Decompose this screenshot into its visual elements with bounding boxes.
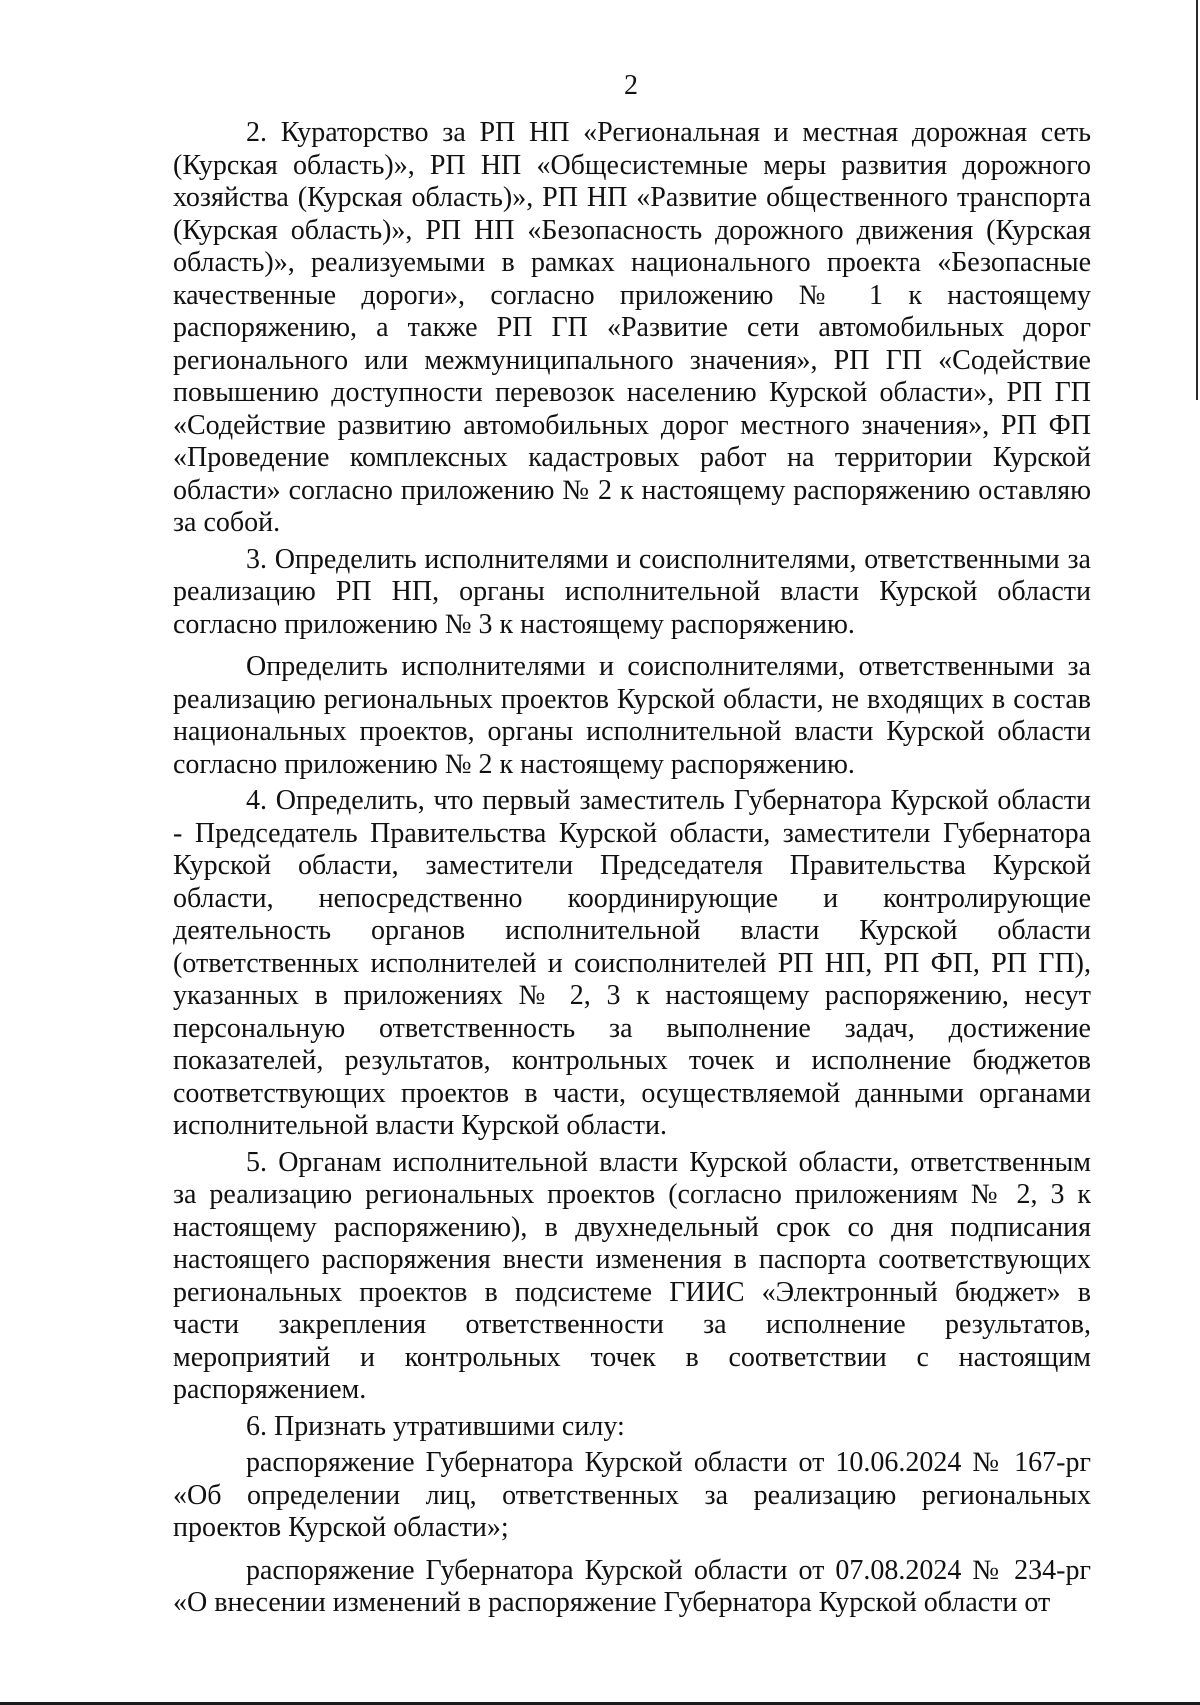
scan-edge-right bbox=[1196, 0, 1198, 400]
paragraph-item-4: 4. Определить, что первый заместитель Губернатора Курской области - Председатель Правительства Курской области, заместители Губернатора Курской области, заместители Председателя Правительства Курской области, непосредственно координирующие и контролирующие деятельность органов исполнительной власти Курской области (ответственных исполнителей и соисполнителей РП НП, РП ФП, РП ГП), указанных в приложениях № 2, 3 к настоящему распоряжению, несут персональную ответственность за выполнение задач, достижение показателей, результатов, контрольных точек и исполнение бюджетов соответствующих проектов в части, осуществляемой данными органами исполнительной власти Курской области. bbox=[173, 785, 1091, 1141]
page-number: 2 bbox=[624, 70, 638, 101]
paragraph-item-3-continued: Определить исполнителями и соисполнителями, ответственными за реализацию региональных проектов Курской области, не входящих в состав национальных проектов, органы исполнительной власти Курской области согласно приложению № 2 к настоящему распоряжению. bbox=[173, 651, 1091, 780]
paragraph-item-3: 3. Определить исполнителями и соисполнителями, ответственными за реализацию РП НП, органы исполнительной власти Курской области согласно приложению № 3 к настоящему распоряжению. bbox=[173, 543, 1091, 640]
paragraph-item-5: 5. Органам исполнительной власти Курской области, ответственным за реализацию региональных проектов (согласно приложениям № 2, 3 к настоящему распоряжению), в двухнедельный срок со дня подписания настоящего распоряжения внести изменения в паспорта соответствующих региональных проектов в подсистеме ГИИС «Электронный бюджет» в части закрепления ответственности за исполнение результатов, мероприятий и контрольных точек в соответствии с настоящим распоряжением. bbox=[173, 1146, 1091, 1405]
paragraph-repealed-order-234: распоряжение Губернатора Курской области от 07.08.2024 № 234-рг «О внесении изменений в распоряжение Губернатора Курской области от bbox=[173, 1554, 1091, 1618]
paragraph-item-6: 6. Признать утратившими силу: bbox=[246, 1410, 625, 1442]
paragraph-repealed-order-167: распоряжение Губернатора Курской области от 10.06.2024 № 167-рг «Об определении лиц, ответственных за реализацию региональных проектов Курской области»; bbox=[173, 1447, 1091, 1543]
document-body bbox=[173, 117, 1091, 1620]
paragraph-item-2: 2. Кураторство за РП НП «Региональная и местная дорожная сеть (Курская область)», РП НП «Общесистемные меры развития дорожного хозяйства (Курская область)», РП НП «Развитие общественного транспорта (Курская область)», РП НП «Безопасность дорожного движения (Курская область)», реализуемыми в рамках национального проекта «Безопасные качественные дороги», согласно приложению № 1 к настоящему распоряжению, а также РП ГП «Развитие сети автомобильных дорог регионального или межмуниципального значения», РП ГП «Содействие повышению доступности перевозок населению Курской области», РП ГП «Содействие развитию автомобильных дорог местного значения», РП ФП «Проведение комплексных кадастровых работ на территории Курской области» согласно приложению № 2 к настоящему распоряжению оставляю за собой. bbox=[173, 117, 1091, 538]
